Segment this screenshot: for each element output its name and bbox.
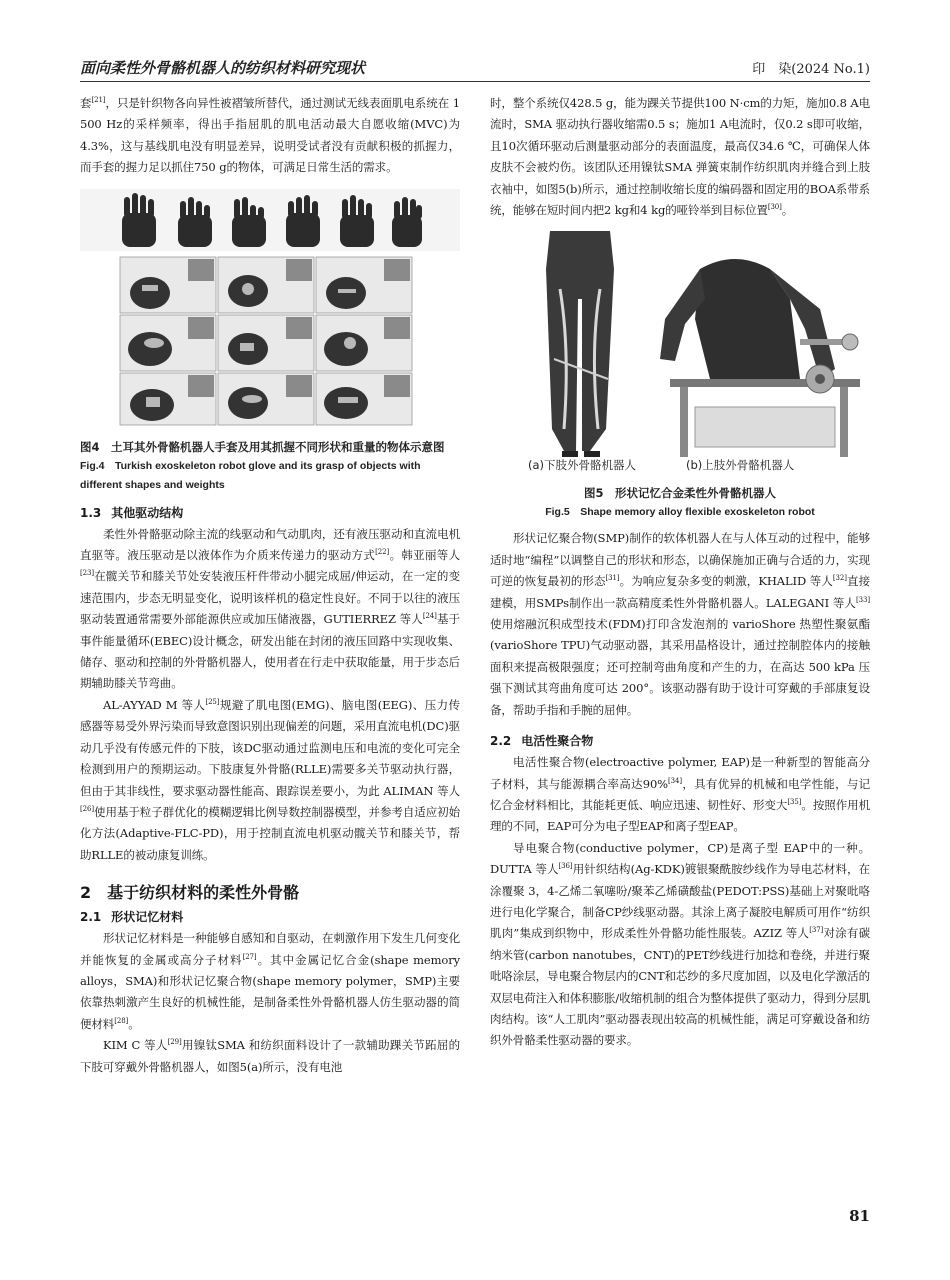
citation[interactable]: [32] [832,574,847,583]
paragraph: AL-AYYAD M 等人[25]规避了肌电图(EMG)、脑电图(EEG)、压力传感器等易受外界污染而导致意图识别出现偏差的问题，采用直流电机(DC)驱动几乎没有传感元件的下肢，该DC驱动通过监测电压和电流的变化可完全检测到用户的预期运动。下肢康复外骨骼(RLLE)需要多关节驱动执行器，但由于其非线性，要求驱动器性能高、跟踪误差要小，为此 ALIMAN 等人[26]使用基于粒子群优化的模糊逻辑比例导数控制器模型，并参考自适应初始化方法(Adaptive-FLC-PD)，用于控制直流电机驱动髋关节和膝关节，帮助RLLE的被动康复训练。 [80,697,460,862]
citation[interactable]: [36] [558,862,573,871]
figure-5-image [490,229,870,477]
citation[interactable]: [28] [114,1016,129,1025]
paragraph: 电活性聚合物(electroactive polymer, EAP)是一种新型的智能高分子材料，其与能源耦合率高达90%[34]，具有优异的机械和电学性能，与记忆合金材料相比，其能耗更低、响应迅速、韧性好、形变大[35]。按照作用机理的不同，EAP可分为电子型EAP和离子型EAP。 [490,755,870,834]
paragraph: 形状记忆聚合物(SMP)制作的软体机器人在与人体互动的过程中，能够适时地“编程”以调整自己的形状和形态，以确保施加正确与合适的力，实现可逆的恢复最初的形态[31]。为响应复杂多变的刺激，KHALID 等人[32]直接建模，用SMPs制作出一款高精度柔性外骨骼机器人。LALEGANI 等人[33]使用熔融沉积成型技术(FDM)打印含发泡剂的 varioShore 热塑性聚氨酯(varioShore TPU)气动驱动器，其采用晶格设计，通过控制腔体内的接触面积来提高极限强度；还可控制弯曲角度和产生的力，在高达 500 kPa 压强下测试其弯曲角度可达 200°。该驱动器有助于设计可穿戴的手部康复设备，帮助手指和手腕的屈伸。 [490,531,870,717]
journal-issue: 印 染(2024 No.1) [752,62,870,77]
citation[interactable]: [34] [668,776,682,785]
citation[interactable]: [35] [787,798,802,807]
upper-limb-exoskeleton-illustration [660,259,860,457]
section-heading-2-2: 2.2 电活性聚合物 [490,734,594,749]
paragraph: 导电聚合物(conductive polymer，CP)是离子型 EAP中的一种。DUTTA 等人[36]用针织结构(Ag-KDK)镀银聚酰胺纱线作为导电芯材料，在涂覆聚 3，4-乙烯二氧噻吩/聚苯乙烯磺酸盐(PEDOT:PSS)基础上对聚吡咯进行电化学聚合，制备CP纱线驱动器。其涂上离子凝胶电解质可用作“纺织肌肉”集成到织物中，形成柔性外骨骼功能性服装。AZIZ 等人[37]对涂有碳纳米管(carbon nanotubes，CNT)的PET纱线进行加捻和卷绕，并进行聚吡咯涂层，导电聚合物层内的CNT和芯纱的多尺度加固，以及电化学激活的双层电荷注入和体积膨胀/收缩机制的组合为整体提供了驱动力，得到分层肌肉结构。该“人工肌肉”驱动器表现出较高的机械性能，满足可穿戴设备和纺织外骨骼柔性驱动器的要求。 [490,840,871,1048]
paragraph: 时，整个系统仅428.5 g，能为踝关节提供100 N·cm的力矩，施加0.8 A电流时，SMA 驱动执行器收缩需0.5 s；施加1 A电流时，仅0.2 s即可收缩，且10次循环驱动后测量驱动部分的表面温度，最高仅34.6 ℃，可确保人体皮肤不会被灼伤。该团队还用镍钛SMA 弹簧束制作纺织肌肉并缝合到上肢衣袖中，如图5(b)所示，通过控制收缩长度的编码器和固定用的BOA系带系统，能够在短时间内把2 kg和4 kg的哑铃举到目标位置[30]。 [490,96,870,218]
section-heading-2-1: 2.1 形状记忆材料 [80,910,184,925]
figure-4-image [80,189,460,429]
figure-5a-label: (a)下肢外骨骼机器人 [528,458,637,473]
figure-5b-label: (b)上肢外骨骼机器人 [686,458,795,473]
section-heading-1-3: 1.3 其他驱动结构 [80,505,184,520]
page-number: 81 [849,1207,870,1225]
right-column [490,93,870,1052]
figure-4-caption-cn: 图4 土耳其外骨骼机器人手套及用其抓握不同形状和重量的物体示意图 [80,439,445,454]
citation[interactable]: [27] [242,952,257,961]
citation[interactable]: [29] [167,1038,182,1047]
citation[interactable]: [24] [422,612,437,621]
paragraph: 套[21]，只是针织物各向异性被褶皱所替代，通过测试无线表面肌电系统在 1 500 Hz的采样频率，得出手指屈肌的肌电活动最大自愿收缩(MVC)为4.3%，这与基线肌电没有明显差异，说明受试者没有贡献积极的抓握力，而手套的握力足以抓住750 g的物体，可满足日常生活的需求。 [80,96,460,175]
citation[interactable]: [31] [605,574,620,583]
citation[interactable]: [37] [809,926,824,935]
paragraph: 柔性外骨骼驱动除主流的线驱动和气动肌肉，还有液压驱动和直流电机直驱等。液压驱动是以液体作为介质来传递力的驱动方式[22]。韩亚丽等人[23]在髋关节和膝关节处安装液压杆件带动小腿完成屈/伸运动，在一定的变速范围内，步态无明显变化，说明该样机的稳定性良好。不同于以往的液压驱动装置通常需要外部能源供应或加压储液器，GUTIERREZ 等人[24]基于事件能量循环(EBEC)设计概念，研发出能在封闭的液压回路中实现收集、储存、驱动和控制的外骨骼机器人，使用者在行走中获取能量，用于步态后期辅助膝关节弯曲。 [80,526,460,691]
section-heading-2: 2 基于纺织材料的柔性外骨骼 [80,883,300,903]
figure-4-caption-en: Fig.4 Turkish exoskeleton robot glove and its grasp of objects with different shapes and weights [80,459,421,491]
citation[interactable]: [21] [91,96,106,105]
citation[interactable]: [26] [80,805,94,814]
figure-5-caption-en: Fig.5 Shape memory alloy flexible exoskeleton robot [545,506,815,519]
citation[interactable]: [22] [375,548,390,557]
lower-limb-exoskeleton-illustration [546,231,614,457]
figure-5-caption-cn: 图5 形状记忆合金柔性外骨骼机器人 [584,486,776,501]
citation[interactable]: [23] [80,569,94,578]
paragraph: 形状记忆材料是一种能够自感知和自驱动，在刺激作用下发生几何变化并能恢复的金属或高分子材料[27]。其中金属记忆合金(shape memory alloys，SMA)和形状记忆聚合物(shape memory polymer，SMP)主要依靠热刺激产生良好的机械性能，是制备柔性外骨骼机器人仿生驱动器的简便材料[28]。 [80,931,460,1031]
citation[interactable]: [25] [205,698,220,707]
citation[interactable]: [33] [856,595,870,604]
running-header [80,55,870,82]
left-column [80,93,460,1078]
journal-article-title: 面向柔性外骨骼机器人的纺织材料研究现状 [80,59,366,77]
citation[interactable]: [30] [767,203,782,212]
paragraph: KIM C 等人[29]用镍钛SMA 和纺织面料设计了一款辅助踝关节跖屈的下肢可穿戴外骨骼机器人，如图5(a)所示，没有电池 [80,1038,460,1074]
